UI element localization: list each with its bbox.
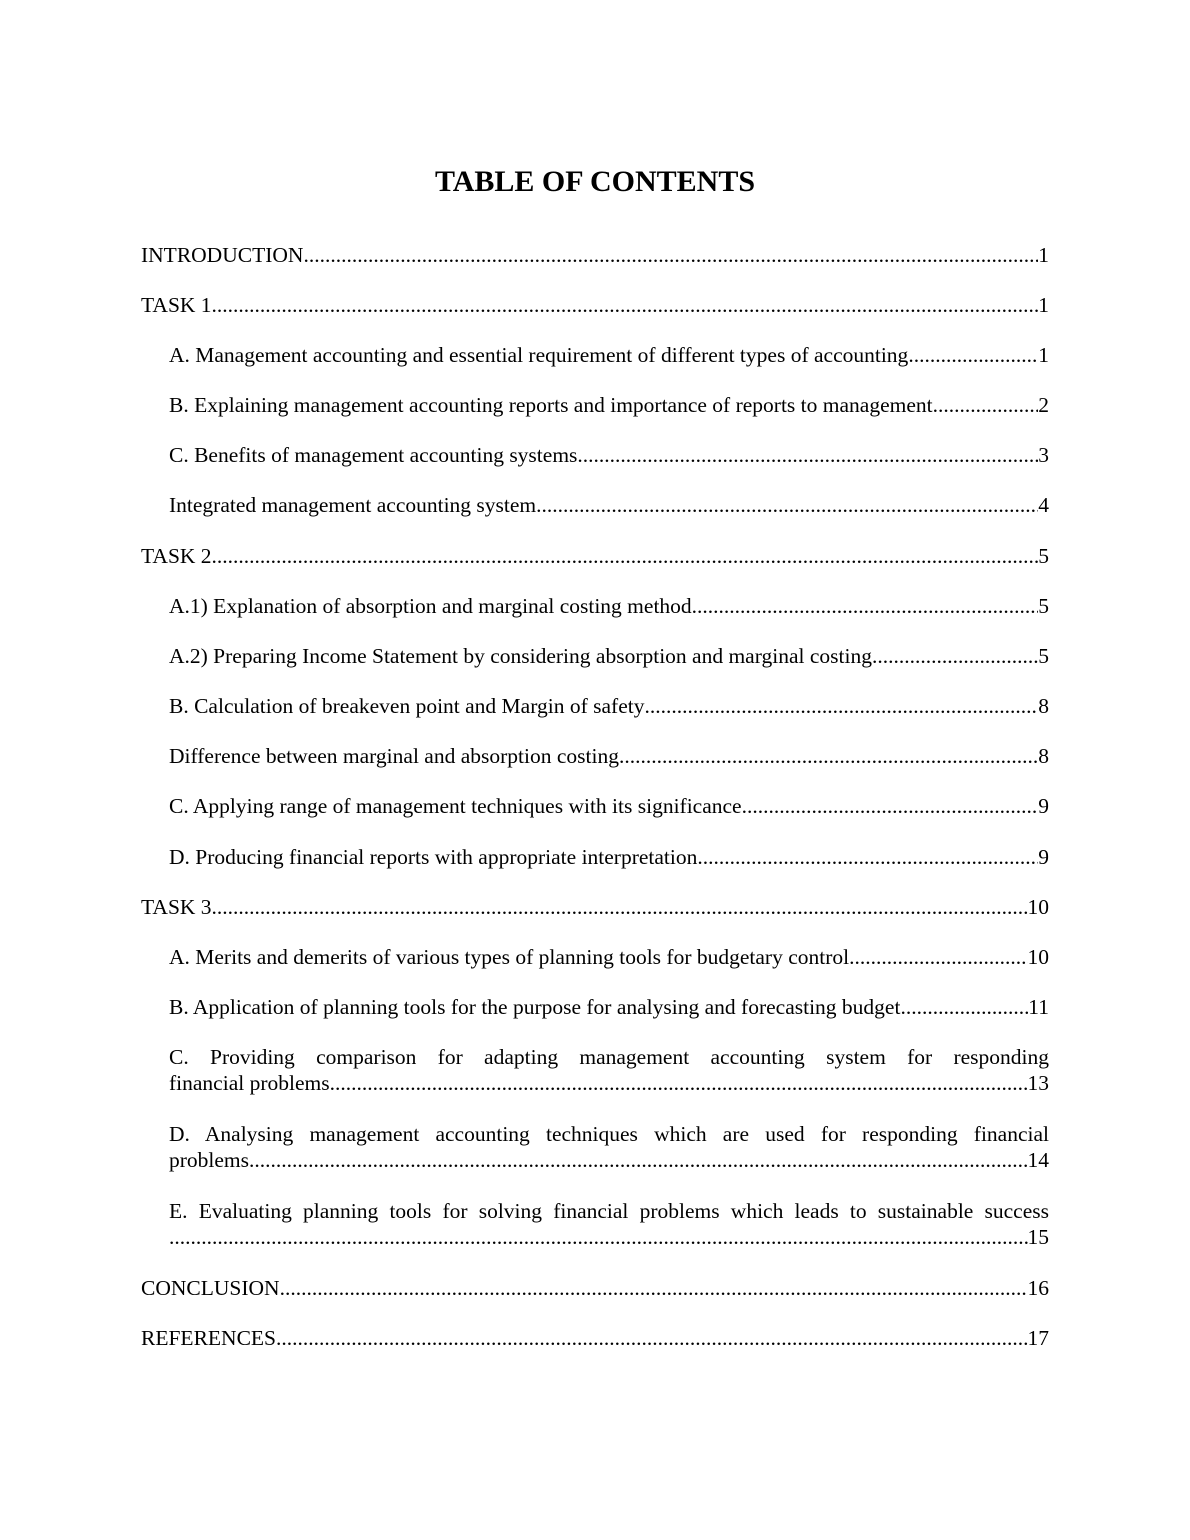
toc-entry-page: 8: [1038, 744, 1049, 768]
toc-entry-task-3e[interactable]: [169, 1198, 1049, 1250]
dot-leader: [536, 492, 1038, 518]
toc-entry-introduction[interactable]: [141, 242, 1049, 268]
toc-entry-title-line: C. Providing comparison for adapting management accounting system for responding: [169, 1045, 1049, 1069]
toc-entry-task-2a2[interactable]: [169, 643, 1049, 669]
toc-entry-task-2c[interactable]: [169, 793, 1049, 819]
dot-leader: [577, 442, 1038, 468]
toc-entry-task-3c[interactable]: [169, 1044, 1049, 1096]
toc-entry-title: C. Applying range of management techniques with its significance: [169, 794, 742, 818]
toc-entry-task-2d[interactable]: [169, 844, 1049, 870]
toc-entry-title: A. Merits and demerits of various types of planning tools for budgetary control: [169, 945, 850, 969]
toc-entry-title: B. Explaining management accounting reports and importance of reports to management: [169, 393, 933, 417]
toc-entry-page: 11: [1028, 995, 1049, 1019]
toc-entry-task-2b[interactable]: [169, 693, 1049, 719]
toc-entry-title-line: D. Analysing management accounting techniques which are used for responding financial: [169, 1122, 1049, 1146]
toc-entry-title: A.1) Explanation of absorption and marginal costing method: [169, 594, 692, 618]
toc-entry-page: 14: [1027, 1148, 1049, 1172]
dot-leader: [619, 743, 1038, 769]
dot-leader: [908, 342, 1038, 368]
dot-leader: [249, 1147, 1027, 1173]
toc-entry-title: C. Benefits of management accounting systems: [169, 443, 578, 467]
toc-entry-task-1a[interactable]: [169, 342, 1049, 368]
dot-leader: [697, 844, 1038, 870]
toc-entry-title: A.2) Preparing Income Statement by considering absorption and marginal costing: [169, 644, 872, 668]
toc-entry-title: TASK 1: [141, 293, 212, 317]
dot-leader: [212, 292, 1039, 318]
toc-entry-page: 1: [1038, 243, 1049, 267]
toc-entry-task-3[interactable]: [141, 894, 1049, 920]
toc-entry-task-3a[interactable]: [169, 944, 1049, 970]
toc-entry-page: 1: [1038, 293, 1049, 317]
toc-entry-references[interactable]: [141, 1325, 1049, 1351]
toc-entry-title: B. Calculation of breakeven point and Margin of safety: [169, 694, 645, 718]
toc-entry-task-3d[interactable]: [169, 1121, 1049, 1173]
toc-entry-page: 5: [1038, 544, 1049, 568]
toc-entry-page: 8: [1038, 694, 1049, 718]
toc-entry-page: 5: [1038, 644, 1049, 668]
dot-leader: [742, 793, 1039, 819]
toc-entry-page: 10: [1027, 895, 1049, 919]
toc-entry-task-2a1[interactable]: [169, 593, 1049, 619]
dot-leader: [169, 1224, 1028, 1250]
dot-leader: [872, 643, 1038, 669]
dot-leader: [212, 543, 1039, 569]
page-title: TABLE OF CONTENTS: [434, 165, 756, 198]
dot-leader: [212, 894, 1028, 920]
toc-entry-title: INTRODUCTION: [141, 243, 304, 267]
dot-leader: [849, 944, 1027, 970]
toc-entry-task-1[interactable]: [141, 292, 1049, 318]
toc-entry-integrated-system[interactable]: [169, 492, 1049, 518]
toc-entry-page: 1: [1038, 343, 1049, 367]
toc-entry-page: 9: [1038, 845, 1049, 869]
dot-leader: [303, 242, 1038, 268]
toc-entry-task-1b[interactable]: [169, 392, 1049, 418]
toc-entry-page: 9: [1038, 794, 1049, 818]
dot-leader: [280, 1275, 1028, 1301]
toc-entry-page: 2: [1038, 393, 1049, 417]
toc-entry-title-line: E. Evaluating planning tools for solving financial problems which leads to sustainable success: [169, 1199, 1049, 1223]
toc-entry-page: 16: [1027, 1276, 1049, 1300]
toc-entry-title: TASK 2: [141, 544, 212, 568]
toc-entry-task-2[interactable]: [141, 543, 1049, 569]
toc-entry-costing-difference[interactable]: [169, 743, 1049, 769]
toc-entry-title: problems: [169, 1148, 250, 1172]
toc-entry-title: financial problems: [169, 1071, 330, 1095]
toc-entry-page: 4: [1038, 493, 1049, 517]
toc-entry-title: CONCLUSION: [141, 1276, 280, 1300]
dot-leader: [692, 593, 1039, 619]
dot-leader: [644, 693, 1038, 719]
toc-entry-task-1c[interactable]: [169, 442, 1049, 468]
toc-entry-title: D. Producing financial reports with appropriate interpretation: [169, 845, 698, 869]
dot-leader: [276, 1325, 1028, 1351]
toc-entry-title: REFERENCES: [141, 1326, 276, 1350]
toc-entry-page: 3: [1038, 443, 1049, 467]
toc-entry-page: 13: [1027, 1071, 1049, 1095]
toc-entry-title: A. Management accounting and essential requirement of different types of accounting: [169, 343, 909, 367]
dot-leader: [933, 392, 1039, 418]
toc-entry-task-3b[interactable]: [169, 994, 1049, 1020]
dot-leader: [330, 1070, 1028, 1096]
toc-entry-page: 17: [1027, 1326, 1049, 1350]
toc-entry-page: 5: [1038, 594, 1049, 618]
dot-leader: [900, 994, 1028, 1020]
toc-entry-title: Difference between marginal and absorption costing: [169, 744, 619, 768]
toc-entry-conclusion[interactable]: [141, 1275, 1049, 1301]
toc-entry-title: TASK 3: [141, 895, 212, 919]
toc-entry-title: B. Application of planning tools for the purpose for analysing and forecasting budget: [169, 995, 901, 1019]
toc-entry-page: 10: [1027, 945, 1049, 969]
toc-entry-page: 15: [1027, 1225, 1049, 1249]
toc-entry-title: Integrated management accounting system: [169, 493, 537, 517]
